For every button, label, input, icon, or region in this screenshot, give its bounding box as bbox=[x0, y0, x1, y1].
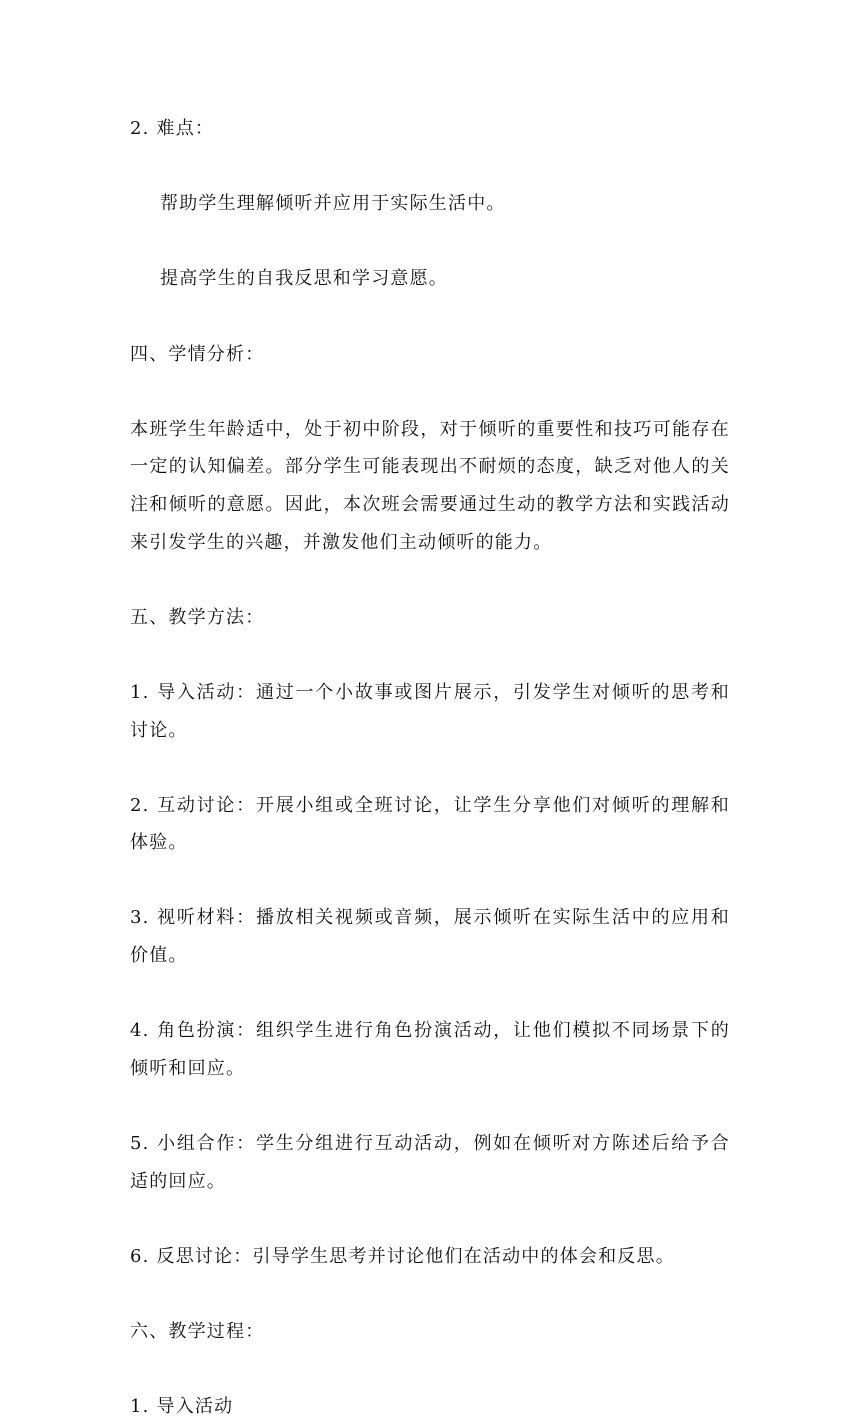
student-analysis-paragraph: 本班学生年龄适中，处于初中阶段，对于倾听的重要性和技巧可能存在一定的认知偏差。部分学生可能表现出不耐烦的态度，缺乏对他人的关注和倾听的意愿。因此，本次班会需要通过生动的教学方法和实践活动来引发学生的兴趣，并激发他们主动倾听的能力。 bbox=[130, 418, 730, 553]
method-item-4: 4. 角色扮演：组织学生进行角色扮演活动，让他们模拟不同场景下的倾听和回应。 bbox=[130, 1020, 730, 1079]
method-item-5: 5. 小组合作：学生分组进行互动活动，例如在倾听对方陈述后给予合适的回应。 bbox=[130, 1133, 730, 1192]
heading-difficulty: 2. 难点： bbox=[130, 118, 215, 139]
method-item-3: 3. 视听材料：播放相关视频或音频，展示倾听在实际生活中的应用和价值。 bbox=[130, 907, 730, 967]
method-item-1: 1. 导入活动：通过一个小故事或图片展示，引发学生对倾听的思考和讨论。 bbox=[130, 681, 730, 741]
process-item-1: 1. 导入活动 bbox=[130, 1396, 234, 1418]
document-body bbox=[130, 110, 730, 1426]
section-heading-teaching-process: 六、教学过程： bbox=[130, 1321, 265, 1342]
section-heading-teaching-methods: 五、教学方法： bbox=[130, 606, 265, 628]
section-heading-student-analysis: 四、学情分析： bbox=[130, 343, 265, 365]
difficulty-point-1: 帮助学生理解倾听并应用于实际生活中。 bbox=[160, 193, 506, 215]
method-item-6: 6. 反思讨论：引导学生思考并讨论他们在活动中的体会和反思。 bbox=[130, 1245, 675, 1267]
difficulty-point-2: 提高学生的自我反思和学习意愿。 bbox=[160, 268, 448, 290]
method-item-2: 2. 互动讨论：开展小组或全班讨论，让学生分享他们对倾听的理解和体验。 bbox=[130, 794, 730, 854]
